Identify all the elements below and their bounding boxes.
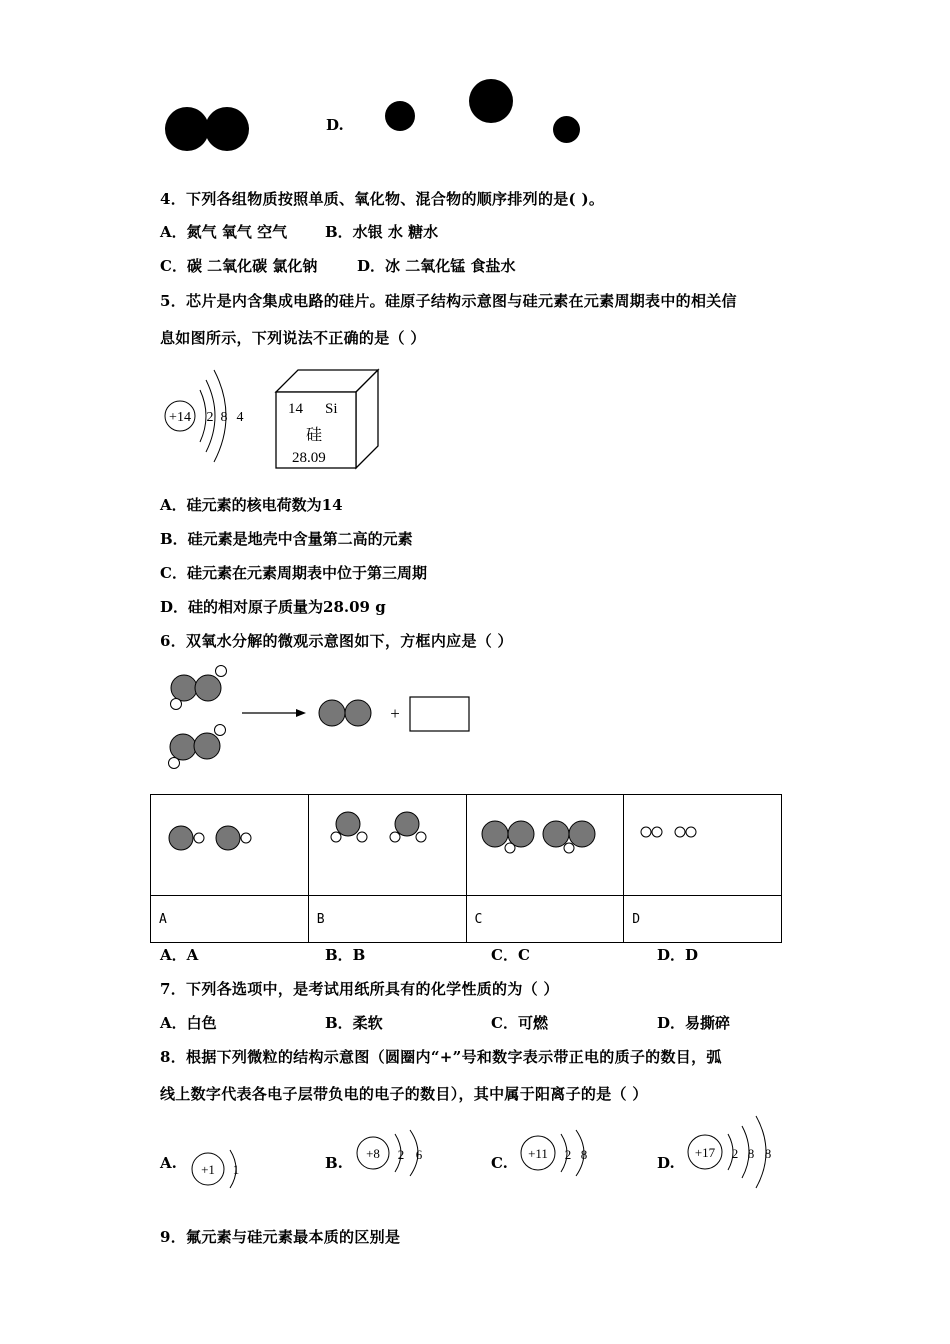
nucleus-label: +1	[201, 1162, 215, 1177]
q6-option-d: D．D	[657, 946, 699, 964]
option-d-label: D.	[326, 116, 344, 134]
shell-2-count: 8	[747, 1146, 755, 1161]
q8-option-d-label: D.	[657, 1154, 675, 1172]
q7-option-d: D．易撕碎	[657, 1014, 731, 1032]
q4-option-d: D．冰 二氧化锰 食盐水	[357, 257, 516, 275]
table-label-d: D	[624, 896, 782, 943]
shell-2-count: 8	[220, 410, 228, 425]
q8-option-a-label: A.	[160, 1154, 177, 1172]
question-8-stem-line1: 8．根据下列微粒的结构示意图（圆圈内“+”号和数字表示带正电的质子的数目，弧	[160, 1048, 722, 1066]
option-d-picture	[624, 795, 782, 896]
q7-option-a: A．白色	[160, 1014, 217, 1032]
table-label-a: A	[151, 896, 309, 943]
nucleus-label: +14	[169, 410, 191, 425]
q4-option-a: A．氮气 氧气 空气	[160, 223, 288, 241]
plus-sign: +	[390, 704, 400, 723]
q8-option-b-label: B.	[325, 1154, 343, 1172]
q5-option-a: A．硅元素的核电荷数为14	[160, 496, 343, 514]
q6-option-a: A．A	[160, 946, 199, 964]
atomic-number: 14	[288, 401, 303, 417]
element-name: 硅	[306, 425, 323, 444]
molecule-atom	[205, 107, 249, 151]
q8-option-c-diagram	[518, 1128, 598, 1188]
silicon-atom-diagram	[160, 360, 255, 470]
shell-1-count: 2	[731, 1146, 739, 1161]
shell-3-count: 4	[236, 410, 244, 425]
molecule-atom	[385, 101, 415, 131]
question-9-stem: 9．氟元素与硅元素最本质的区别是	[160, 1228, 401, 1246]
shell-1-count: 2	[206, 410, 214, 425]
table-label-c: C	[466, 896, 624, 943]
shell-3-count: 8	[764, 1146, 772, 1161]
q5-option-b: B．硅元素是地壳中含量第二高的元素	[160, 530, 413, 548]
q4-option-b: B．水银 水 糖水	[325, 223, 439, 241]
q5-option-c: C．硅元素在元素周期表中位于第三周期	[160, 564, 427, 582]
option-b-picture	[308, 795, 466, 896]
shell-2-count: 6	[415, 1147, 423, 1162]
element-symbol: Si	[325, 401, 338, 417]
question-7-stem: 7．下列各选项中，是考试用纸所具有的化学性质的为（ ）	[160, 980, 559, 998]
q6-option-b: B．B	[325, 946, 366, 964]
nucleus-label: +11	[528, 1146, 548, 1161]
atomic-mass: 28.09	[292, 450, 326, 466]
nucleus-label: +17	[694, 1145, 716, 1160]
q5-option-d: D．硅的相对原子质量为28.09 g	[160, 598, 386, 616]
option-a-picture	[151, 795, 309, 896]
q8-option-a-diagram	[188, 1140, 248, 1200]
shell-1-count: 1	[232, 1162, 240, 1177]
q4-option-c: C．碳 二氧化碳 氯化钠	[160, 257, 318, 275]
table-label-b: B	[308, 896, 466, 943]
q7-option-c: C．可燃	[491, 1014, 548, 1032]
molecule-atom	[469, 79, 513, 123]
question-5-stem-line2: 息如图所示，下列说法不正确的是（ ）	[160, 329, 426, 347]
q8-option-c-label: C.	[491, 1154, 508, 1172]
silicon-element-cell	[272, 366, 382, 472]
q8-option-b-diagram	[354, 1128, 434, 1188]
question-6-stem: 6．双氧水分解的微观示意图如下，方框内应是（ ）	[160, 632, 513, 650]
molecule-atom	[553, 116, 580, 143]
shell-1-count: 2	[564, 1147, 572, 1162]
question-4-stem: 4．下列各组物质按照单质、氧化物、混合物的顺序排列的是( )。	[160, 190, 605, 208]
q7-option-b: B．柔软	[325, 1014, 383, 1032]
nucleus-label: +8	[366, 1146, 380, 1161]
question-8-stem-line2: 线上数字代表各电子层带负电的电子的数目），其中属于阳离子的是（ ）	[160, 1085, 648, 1103]
q6-option-c: C．C	[491, 946, 530, 964]
shell-2-count: 8	[580, 1147, 588, 1162]
option-c-picture	[466, 795, 624, 896]
h2o2-decomposition-diagram	[160, 660, 480, 775]
molecule-atom	[165, 107, 209, 151]
q6-option-table	[150, 794, 782, 943]
question-5-stem-line1: 5．芯片是内含集成电路的硅片。硅原子结构示意图与硅元素在元素周期表中的相关信	[160, 292, 737, 310]
shell-1-count: 2	[397, 1147, 405, 1162]
q8-option-d-diagram	[684, 1112, 784, 1192]
